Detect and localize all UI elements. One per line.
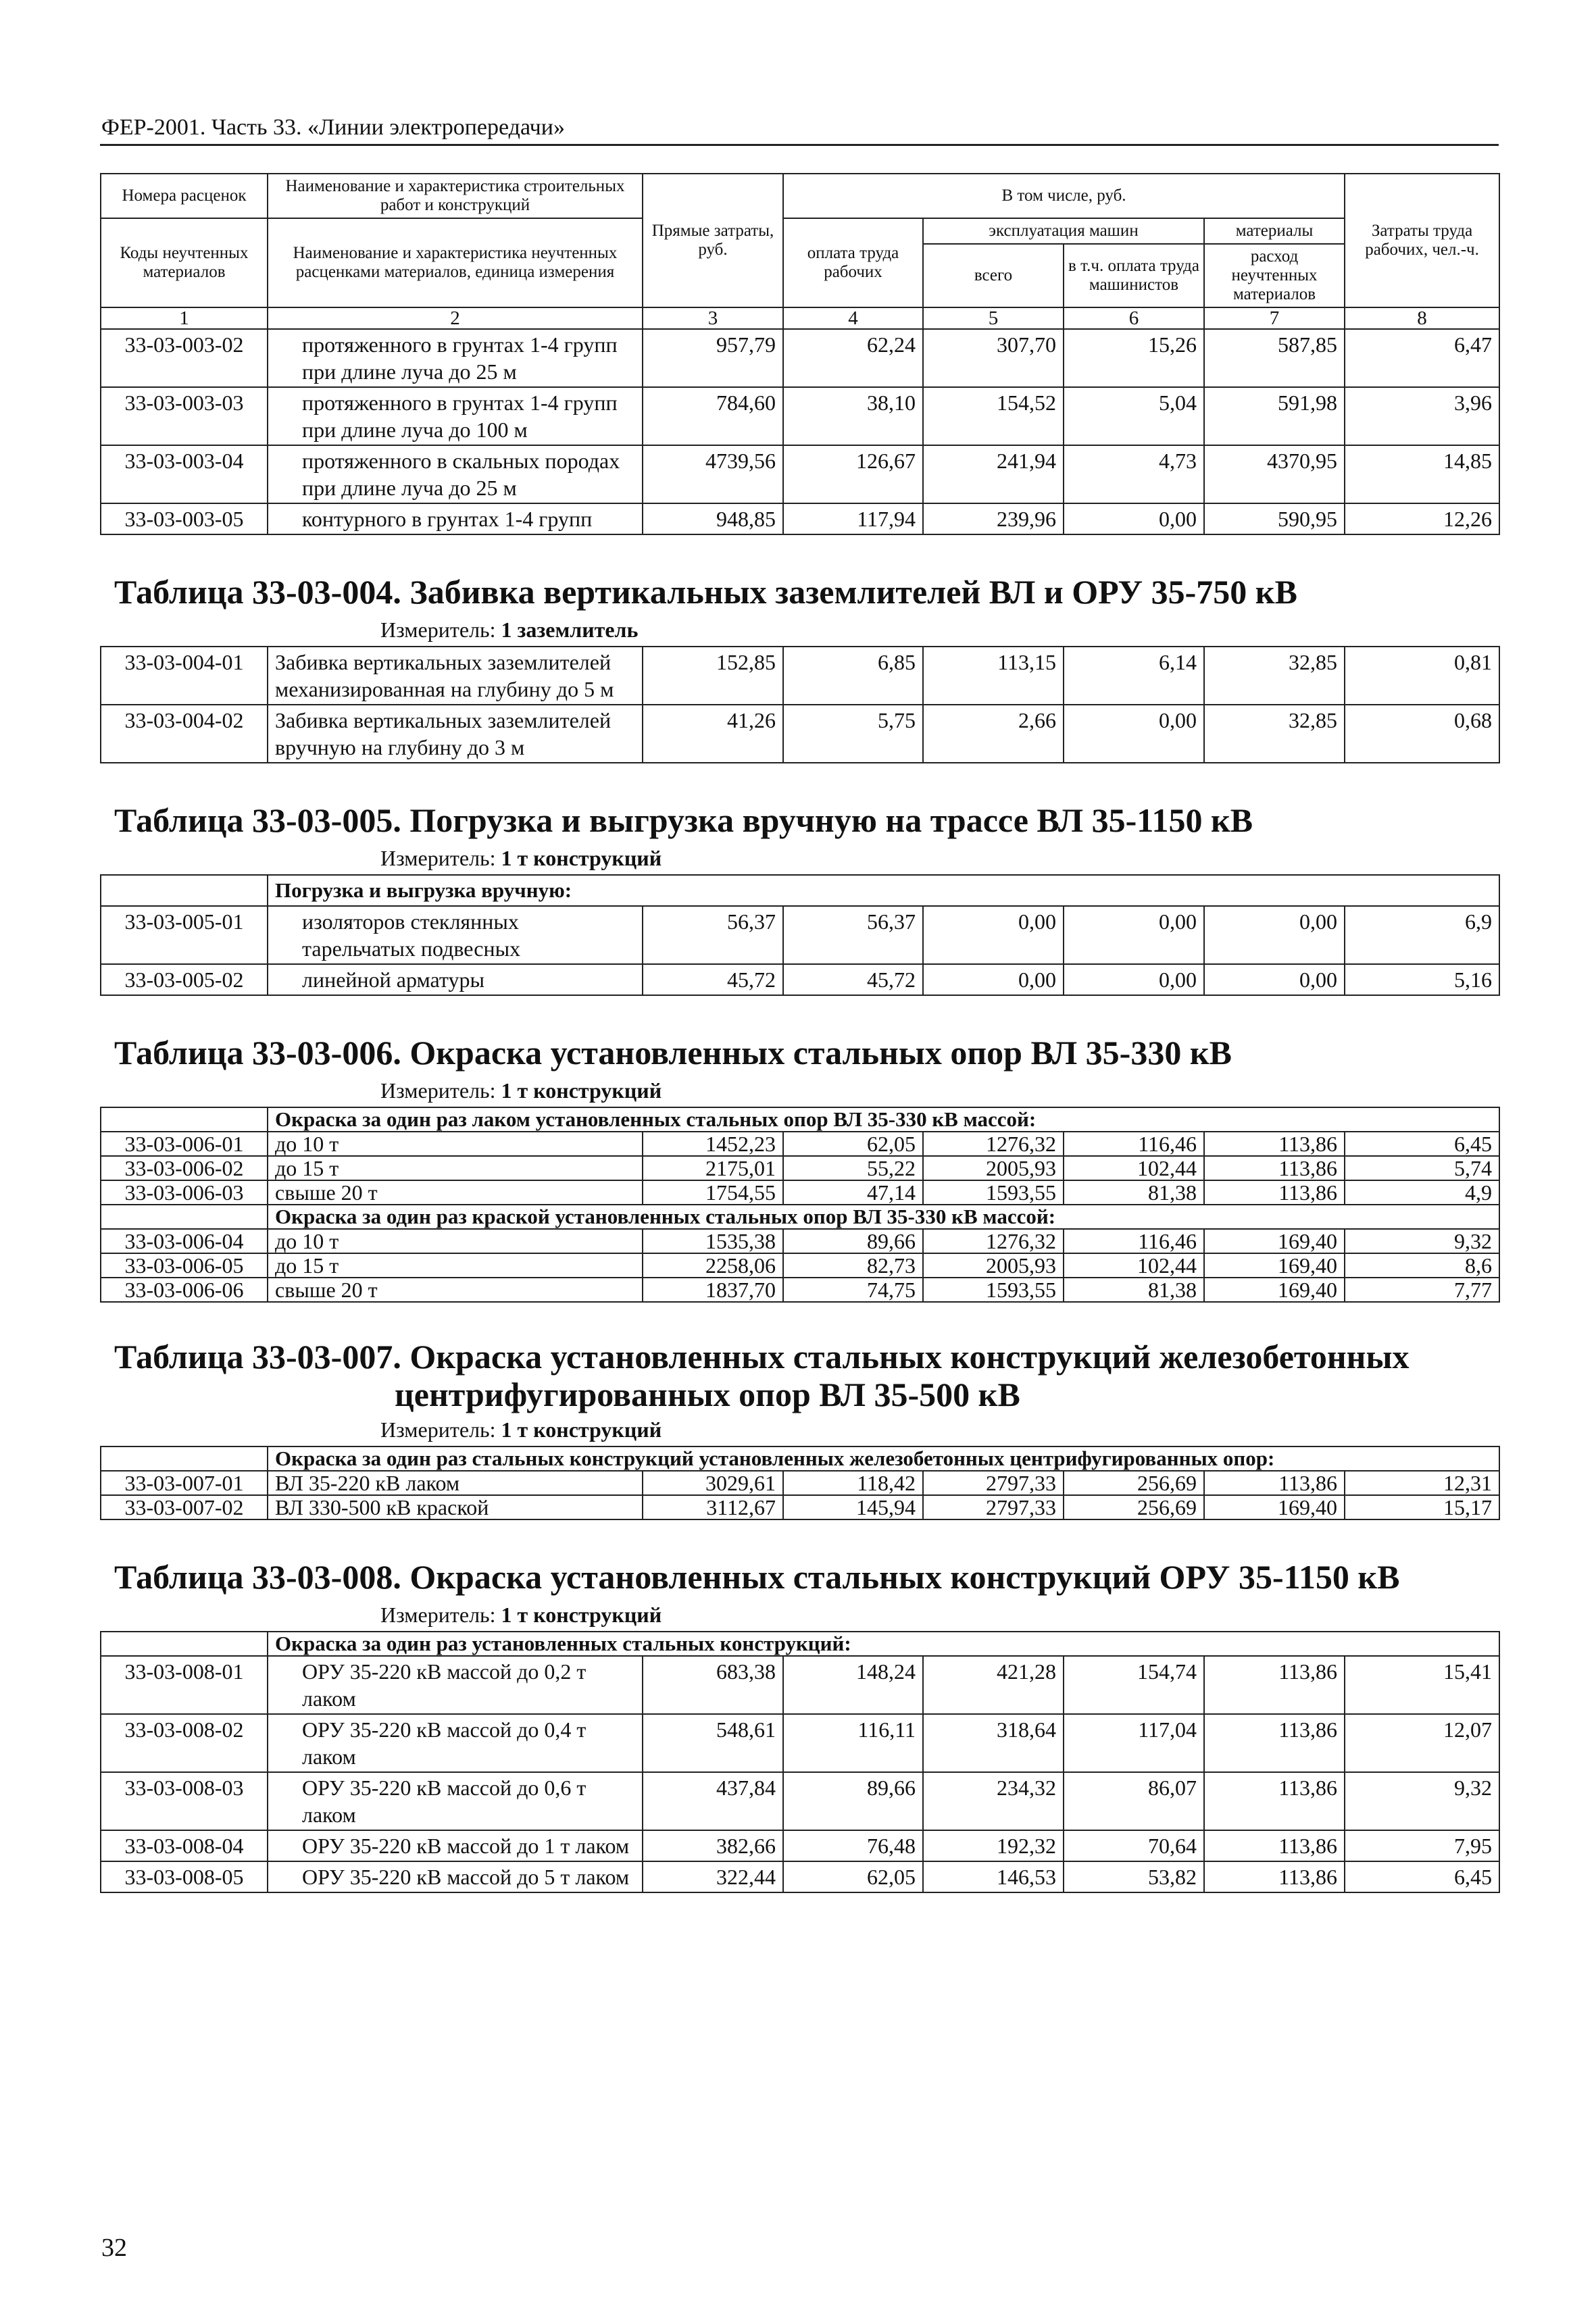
machines-total: 307,70	[923, 329, 1064, 387]
direct-costs: 784,60	[643, 387, 783, 445]
machines-total: 2797,33	[923, 1471, 1064, 1495]
machines-total: 1593,55	[923, 1180, 1064, 1205]
group-subheader: Окраска за один раз стальных конструкций установленных железобетонных центрифугированных опор:	[268, 1447, 1499, 1471]
rate-code: 33-03-008-05	[101, 1861, 268, 1892]
machines-total: 0,00	[923, 906, 1064, 964]
table-row	[101, 1861, 1499, 1892]
running-header: ФЕР-2001. Часть 33. «Линии электропередачи»	[101, 115, 565, 140]
work-name: ОРУ 35-220 кВ массой до 1 т лаком	[268, 1830, 643, 1861]
rate-code: 33-03-008-02	[101, 1714, 268, 1772]
measure-unit: Измеритель: 1 заземлитель	[380, 618, 639, 642]
materials-cost: 113,86	[1204, 1656, 1345, 1714]
materials-cost: 591,98	[1204, 387, 1345, 445]
col-index: 5	[923, 307, 1064, 329]
table-row	[101, 1132, 1499, 1156]
labor-hours: 5,16	[1345, 964, 1499, 995]
col-machines-total: всего	[923, 244, 1064, 307]
labor-pay: 148,24	[783, 1656, 923, 1714]
table-row	[101, 705, 1499, 763]
machinists-pay: 0,00	[1064, 705, 1204, 763]
col-machines-incl: в т.ч. оплата труда машинистов	[1064, 244, 1204, 307]
direct-costs: 56,37	[643, 906, 783, 964]
machinists-pay: 53,82	[1064, 1861, 1204, 1892]
materials-cost: 113,86	[1204, 1830, 1345, 1861]
measure-unit: Измеритель: 1 т конструкций	[380, 1603, 662, 1627]
materials-cost: 169,40	[1204, 1253, 1345, 1278]
labor-pay: 38,10	[783, 387, 923, 445]
materials-cost: 169,40	[1204, 1229, 1345, 1253]
direct-costs: 41,26	[643, 705, 783, 763]
machines-total: 318,64	[923, 1714, 1064, 1772]
col-index: 2	[268, 307, 643, 329]
table-row	[101, 387, 1499, 445]
header-row-1	[101, 174, 1499, 218]
machinists-pay: 117,04	[1064, 1714, 1204, 1772]
table-row	[101, 1278, 1499, 1302]
labor-pay: 6,85	[783, 647, 923, 705]
materials-cost: 32,85	[1204, 647, 1345, 705]
rate-code: 33-03-006-04	[101, 1229, 268, 1253]
col-codes-bottom: Коды неучтенных материалов	[101, 218, 268, 307]
work-name: ВЛ 330-500 кВ краской	[268, 1495, 643, 1519]
machines-total: 234,32	[923, 1772, 1064, 1830]
page-number: 32	[101, 2234, 127, 2262]
labor-pay: 62,24	[783, 329, 923, 387]
work-name: ВЛ 35-220 кВ лаком	[268, 1471, 643, 1495]
labor-pay: 118,42	[783, 1471, 923, 1495]
work-name: до 15 т	[268, 1156, 643, 1180]
machinists-pay: 86,07	[1064, 1772, 1204, 1830]
materials-cost: 113,86	[1204, 1180, 1345, 1205]
rate-code: 33-03-003-02	[101, 329, 268, 387]
machines-total: 113,15	[923, 647, 1064, 705]
col-index: 4	[783, 307, 923, 329]
table-row	[101, 1471, 1499, 1495]
col-index: 8	[1345, 307, 1499, 329]
direct-costs: 3029,61	[643, 1471, 783, 1495]
labor-pay: 89,66	[783, 1772, 923, 1830]
work-name: линейной арматуры	[268, 964, 643, 995]
work-name: Забивка вертикальных заземлителей механизированная на глубину до 5 м	[268, 647, 643, 705]
machinists-pay: 102,44	[1064, 1253, 1204, 1278]
table-title: Таблица 33-03-007. Окраска установленных стальных конструкций железобетонных центрифугированных опор ВЛ 35-500 кВ	[114, 1338, 1410, 1413]
machinists-pay: 0,00	[1064, 964, 1204, 995]
col-codes-top: Номера расценок	[101, 174, 268, 218]
rate-code: 33-03-008-04	[101, 1830, 268, 1861]
rate-code: 33-03-005-01	[101, 906, 268, 964]
direct-costs: 2258,06	[643, 1253, 783, 1278]
table-title: Таблица 33-03-008. Окраска установленных стальных конструкций ОРУ 35-1150 кВ	[114, 1558, 1400, 1596]
table-row	[101, 1180, 1499, 1205]
labor-pay: 145,94	[783, 1495, 923, 1519]
direct-costs: 1837,70	[643, 1278, 783, 1302]
labor-pay: 62,05	[783, 1861, 923, 1892]
table-row	[101, 647, 1499, 705]
measure-unit: Измеритель: 1 т конструкций	[380, 846, 662, 870]
labor-pay: 126,67	[783, 445, 923, 503]
machinists-pay: 81,38	[1064, 1278, 1204, 1302]
table-row	[101, 1772, 1499, 1830]
rate-code: 33-03-006-06	[101, 1278, 268, 1302]
direct-costs: 3112,67	[643, 1495, 783, 1519]
rate-code: 33-03-006-03	[101, 1180, 268, 1205]
labor-hours: 15,41	[1345, 1656, 1499, 1714]
work-name: изоляторов стеклянных тарельчатых подвесных	[268, 906, 643, 964]
machines-total: 192,32	[923, 1830, 1064, 1861]
col-materials: материалы	[1204, 218, 1345, 244]
direct-costs: 152,85	[643, 647, 783, 705]
col-labor-pay: оплата труда рабочих	[783, 218, 923, 307]
machinists-pay: 256,69	[1064, 1495, 1204, 1519]
group-subheader: Погрузка и выгрузка вручную:	[268, 875, 1499, 906]
col-index: 7	[1204, 307, 1345, 329]
materials-cost: 113,86	[1204, 1132, 1345, 1156]
work-name: до 15 т	[268, 1253, 643, 1278]
col-index: 3	[643, 307, 783, 329]
labor-pay: 47,14	[783, 1180, 923, 1205]
rate-code: 33-03-003-03	[101, 387, 268, 445]
table-row	[101, 1156, 1499, 1180]
machinists-pay: 116,46	[1064, 1229, 1204, 1253]
work-name: протяженного в грунтах 1-4 групп при длине луча до 25 м	[268, 329, 643, 387]
table-row	[101, 445, 1499, 503]
labor-hours: 6,45	[1345, 1861, 1499, 1892]
labor-pay: 117,94	[783, 503, 923, 534]
direct-costs: 548,61	[643, 1714, 783, 1772]
work-name: ОРУ 35-220 кВ массой до 0,2 т лаком	[268, 1656, 643, 1714]
work-name: Забивка вертикальных заземлителей вручную на глубину до 3 м	[268, 705, 643, 763]
direct-costs: 957,79	[643, 329, 783, 387]
machines-total: 2005,93	[923, 1253, 1064, 1278]
machines-total: 0,00	[923, 964, 1064, 995]
rate-code: 33-03-008-01	[101, 1656, 268, 1714]
work-name: ОРУ 35-220 кВ массой до 0,6 т лаком	[268, 1772, 643, 1830]
labor-hours: 12,26	[1345, 503, 1499, 534]
labor-pay: 56,37	[783, 906, 923, 964]
machines-total: 2,66	[923, 705, 1064, 763]
machinists-pay: 154,74	[1064, 1656, 1204, 1714]
machinists-pay: 81,38	[1064, 1180, 1204, 1205]
table-row	[101, 1830, 1499, 1861]
rate-code: 33-03-004-01	[101, 647, 268, 705]
machines-total: 1593,55	[923, 1278, 1064, 1302]
rate-code: 33-03-008-03	[101, 1772, 268, 1830]
machines-total: 146,53	[923, 1861, 1064, 1892]
labor-hours: 14,85	[1345, 445, 1499, 503]
rate-code: 33-03-006-01	[101, 1132, 268, 1156]
rate-code: 33-03-007-02	[101, 1495, 268, 1519]
labor-hours: 7,95	[1345, 1830, 1499, 1861]
table-row	[101, 1495, 1499, 1519]
group-subheader: Окраска за один раз краской установленных стальных опор ВЛ 35-330 кВ массой:	[268, 1205, 1499, 1229]
direct-costs: 1452,23	[643, 1132, 783, 1156]
machines-total: 2005,93	[923, 1156, 1064, 1180]
machinists-pay: 0,00	[1064, 503, 1204, 534]
work-name: протяженного в скальных породах при длине луча до 25 м	[268, 445, 643, 503]
rate-code: 33-03-003-05	[101, 503, 268, 534]
table-title: Таблица 33-03-006. Окраска установленных стальных опор ВЛ 35-330 кВ	[114, 1034, 1232, 1072]
materials-cost: 4370,95	[1204, 445, 1345, 503]
work-name: до 10 т	[268, 1229, 643, 1253]
labor-hours: 9,32	[1345, 1772, 1499, 1830]
machinists-pay: 6,14	[1064, 647, 1204, 705]
price-table	[100, 173, 1500, 1893]
rate-code: 33-03-004-02	[101, 705, 268, 763]
table-row	[101, 329, 1499, 387]
column-index-row	[101, 307, 1499, 329]
col-direct-costs: Прямые затраты, руб.	[643, 174, 783, 307]
work-name: свыше 20 т	[268, 1278, 643, 1302]
table-row	[101, 1253, 1499, 1278]
labor-pay: 45,72	[783, 964, 923, 995]
table-title: Таблица 33-03-004. Забивка вертикальных заземлителей ВЛ и ОРУ 35-750 кВ	[114, 573, 1297, 611]
labor-hours: 6,47	[1345, 329, 1499, 387]
materials-cost: 587,85	[1204, 329, 1345, 387]
direct-costs: 437,84	[643, 1772, 783, 1830]
measure-unit: Измеритель: 1 т конструкций	[380, 1078, 662, 1103]
machines-total: 421,28	[923, 1656, 1064, 1714]
machinists-pay: 70,64	[1064, 1830, 1204, 1861]
table-row	[101, 1714, 1499, 1772]
direct-costs: 2175,01	[643, 1156, 783, 1180]
labor-pay: 5,75	[783, 705, 923, 763]
col-materials-use: расход неучтенных материалов	[1204, 244, 1345, 307]
col-index: 6	[1064, 307, 1204, 329]
labor-hours: 8,6	[1345, 1253, 1499, 1278]
work-name: ОРУ 35-220 кВ массой до 0,4 т лаком	[268, 1714, 643, 1772]
direct-costs: 948,85	[643, 503, 783, 534]
work-name: до 10 т	[268, 1132, 643, 1156]
col-name-bottom: Наименование и характеристика неучтенных расценками материалов, единица измерения	[268, 218, 643, 307]
table-row	[101, 1229, 1499, 1253]
direct-costs: 45,72	[643, 964, 783, 995]
direct-costs: 382,66	[643, 1830, 783, 1861]
machines-total: 1276,32	[923, 1229, 1064, 1253]
table-row	[101, 964, 1499, 995]
machines-total: 239,96	[923, 503, 1064, 534]
header-rule	[100, 144, 1499, 146]
labor-hours: 5,74	[1345, 1156, 1499, 1180]
col-including: В том числе, руб.	[783, 174, 1345, 218]
table-row	[101, 906, 1499, 964]
materials-cost: 113,86	[1204, 1714, 1345, 1772]
materials-cost: 0,00	[1204, 964, 1345, 995]
labor-hours: 4,9	[1345, 1180, 1499, 1205]
machines-total: 241,94	[923, 445, 1064, 503]
machinists-pay: 102,44	[1064, 1156, 1204, 1180]
machinists-pay: 256,69	[1064, 1471, 1204, 1495]
labor-hours: 3,96	[1345, 387, 1499, 445]
rate-code: 33-03-007-01	[101, 1471, 268, 1495]
labor-pay: 89,66	[783, 1229, 923, 1253]
labor-hours: 12,31	[1345, 1471, 1499, 1495]
direct-costs: 683,38	[643, 1656, 783, 1714]
labor-pay: 82,73	[783, 1253, 923, 1278]
measure-unit: Измеритель: 1 т конструкций	[380, 1417, 662, 1442]
machinists-pay: 15,26	[1064, 329, 1204, 387]
rate-code: 33-03-005-02	[101, 964, 268, 995]
col-machines: эксплуатация машин	[923, 218, 1204, 244]
materials-cost: 113,86	[1204, 1861, 1345, 1892]
machines-total: 1276,32	[923, 1132, 1064, 1156]
table-row	[101, 1656, 1499, 1714]
col-index: 1	[101, 307, 268, 329]
materials-cost: 169,40	[1204, 1495, 1345, 1519]
group-subheader: Окраска за один раз установленных стальных конструкций:	[268, 1632, 1499, 1656]
materials-cost: 169,40	[1204, 1278, 1345, 1302]
machines-total: 154,52	[923, 387, 1064, 445]
header-row-2	[101, 218, 1499, 244]
materials-cost: 32,85	[1204, 705, 1345, 763]
table-row	[101, 503, 1499, 534]
labor-pay: 55,22	[783, 1156, 923, 1180]
work-name: протяженного в грунтах 1-4 групп при длине луча до 100 м	[268, 387, 643, 445]
col-name-top: Наименование и характеристика строительных работ и конструкций	[268, 174, 643, 218]
direct-costs: 4739,56	[643, 445, 783, 503]
labor-pay: 62,05	[783, 1132, 923, 1156]
labor-pay: 74,75	[783, 1278, 923, 1302]
machinists-pay: 116,46	[1064, 1132, 1204, 1156]
labor-hours: 12,07	[1345, 1714, 1499, 1772]
work-name: свыше 20 т	[268, 1180, 643, 1205]
materials-cost: 0,00	[1204, 906, 1345, 964]
materials-cost: 113,86	[1204, 1471, 1345, 1495]
labor-pay: 76,48	[783, 1830, 923, 1861]
col-labor-cost: Затраты труда рабочих, чел.-ч.	[1345, 174, 1499, 307]
machinists-pay: 4,73	[1064, 445, 1204, 503]
labor-hours: 7,77	[1345, 1278, 1499, 1302]
labor-pay: 116,11	[783, 1714, 923, 1772]
machinists-pay: 0,00	[1064, 906, 1204, 964]
labor-hours: 6,9	[1345, 906, 1499, 964]
rate-code: 33-03-006-05	[101, 1253, 268, 1278]
machines-total: 2797,33	[923, 1495, 1064, 1519]
rate-code: 33-03-006-02	[101, 1156, 268, 1180]
table-title: Таблица 33-03-005. Погрузка и выгрузка вручную на трассе ВЛ 35-1150 кВ	[114, 801, 1253, 839]
labor-hours: 6,45	[1345, 1132, 1499, 1156]
direct-costs: 322,44	[643, 1861, 783, 1892]
labor-hours: 9,32	[1345, 1229, 1499, 1253]
direct-costs: 1535,38	[643, 1229, 783, 1253]
group-subheader: Окраска за один раз лаком установленных стальных опор ВЛ 35-330 кВ массой:	[268, 1107, 1499, 1132]
rate-code: 33-03-003-04	[101, 445, 268, 503]
materials-cost: 113,86	[1204, 1156, 1345, 1180]
materials-cost: 113,86	[1204, 1772, 1345, 1830]
direct-costs: 1754,55	[643, 1180, 783, 1205]
work-name: контурного в грунтах 1-4 групп	[268, 503, 643, 534]
labor-hours: 15,17	[1345, 1495, 1499, 1519]
work-name: ОРУ 35-220 кВ массой до 5 т лаком	[268, 1861, 643, 1892]
machinists-pay: 5,04	[1064, 387, 1204, 445]
labor-hours: 0,81	[1345, 647, 1499, 705]
materials-cost: 590,95	[1204, 503, 1345, 534]
labor-hours: 0,68	[1345, 705, 1499, 763]
